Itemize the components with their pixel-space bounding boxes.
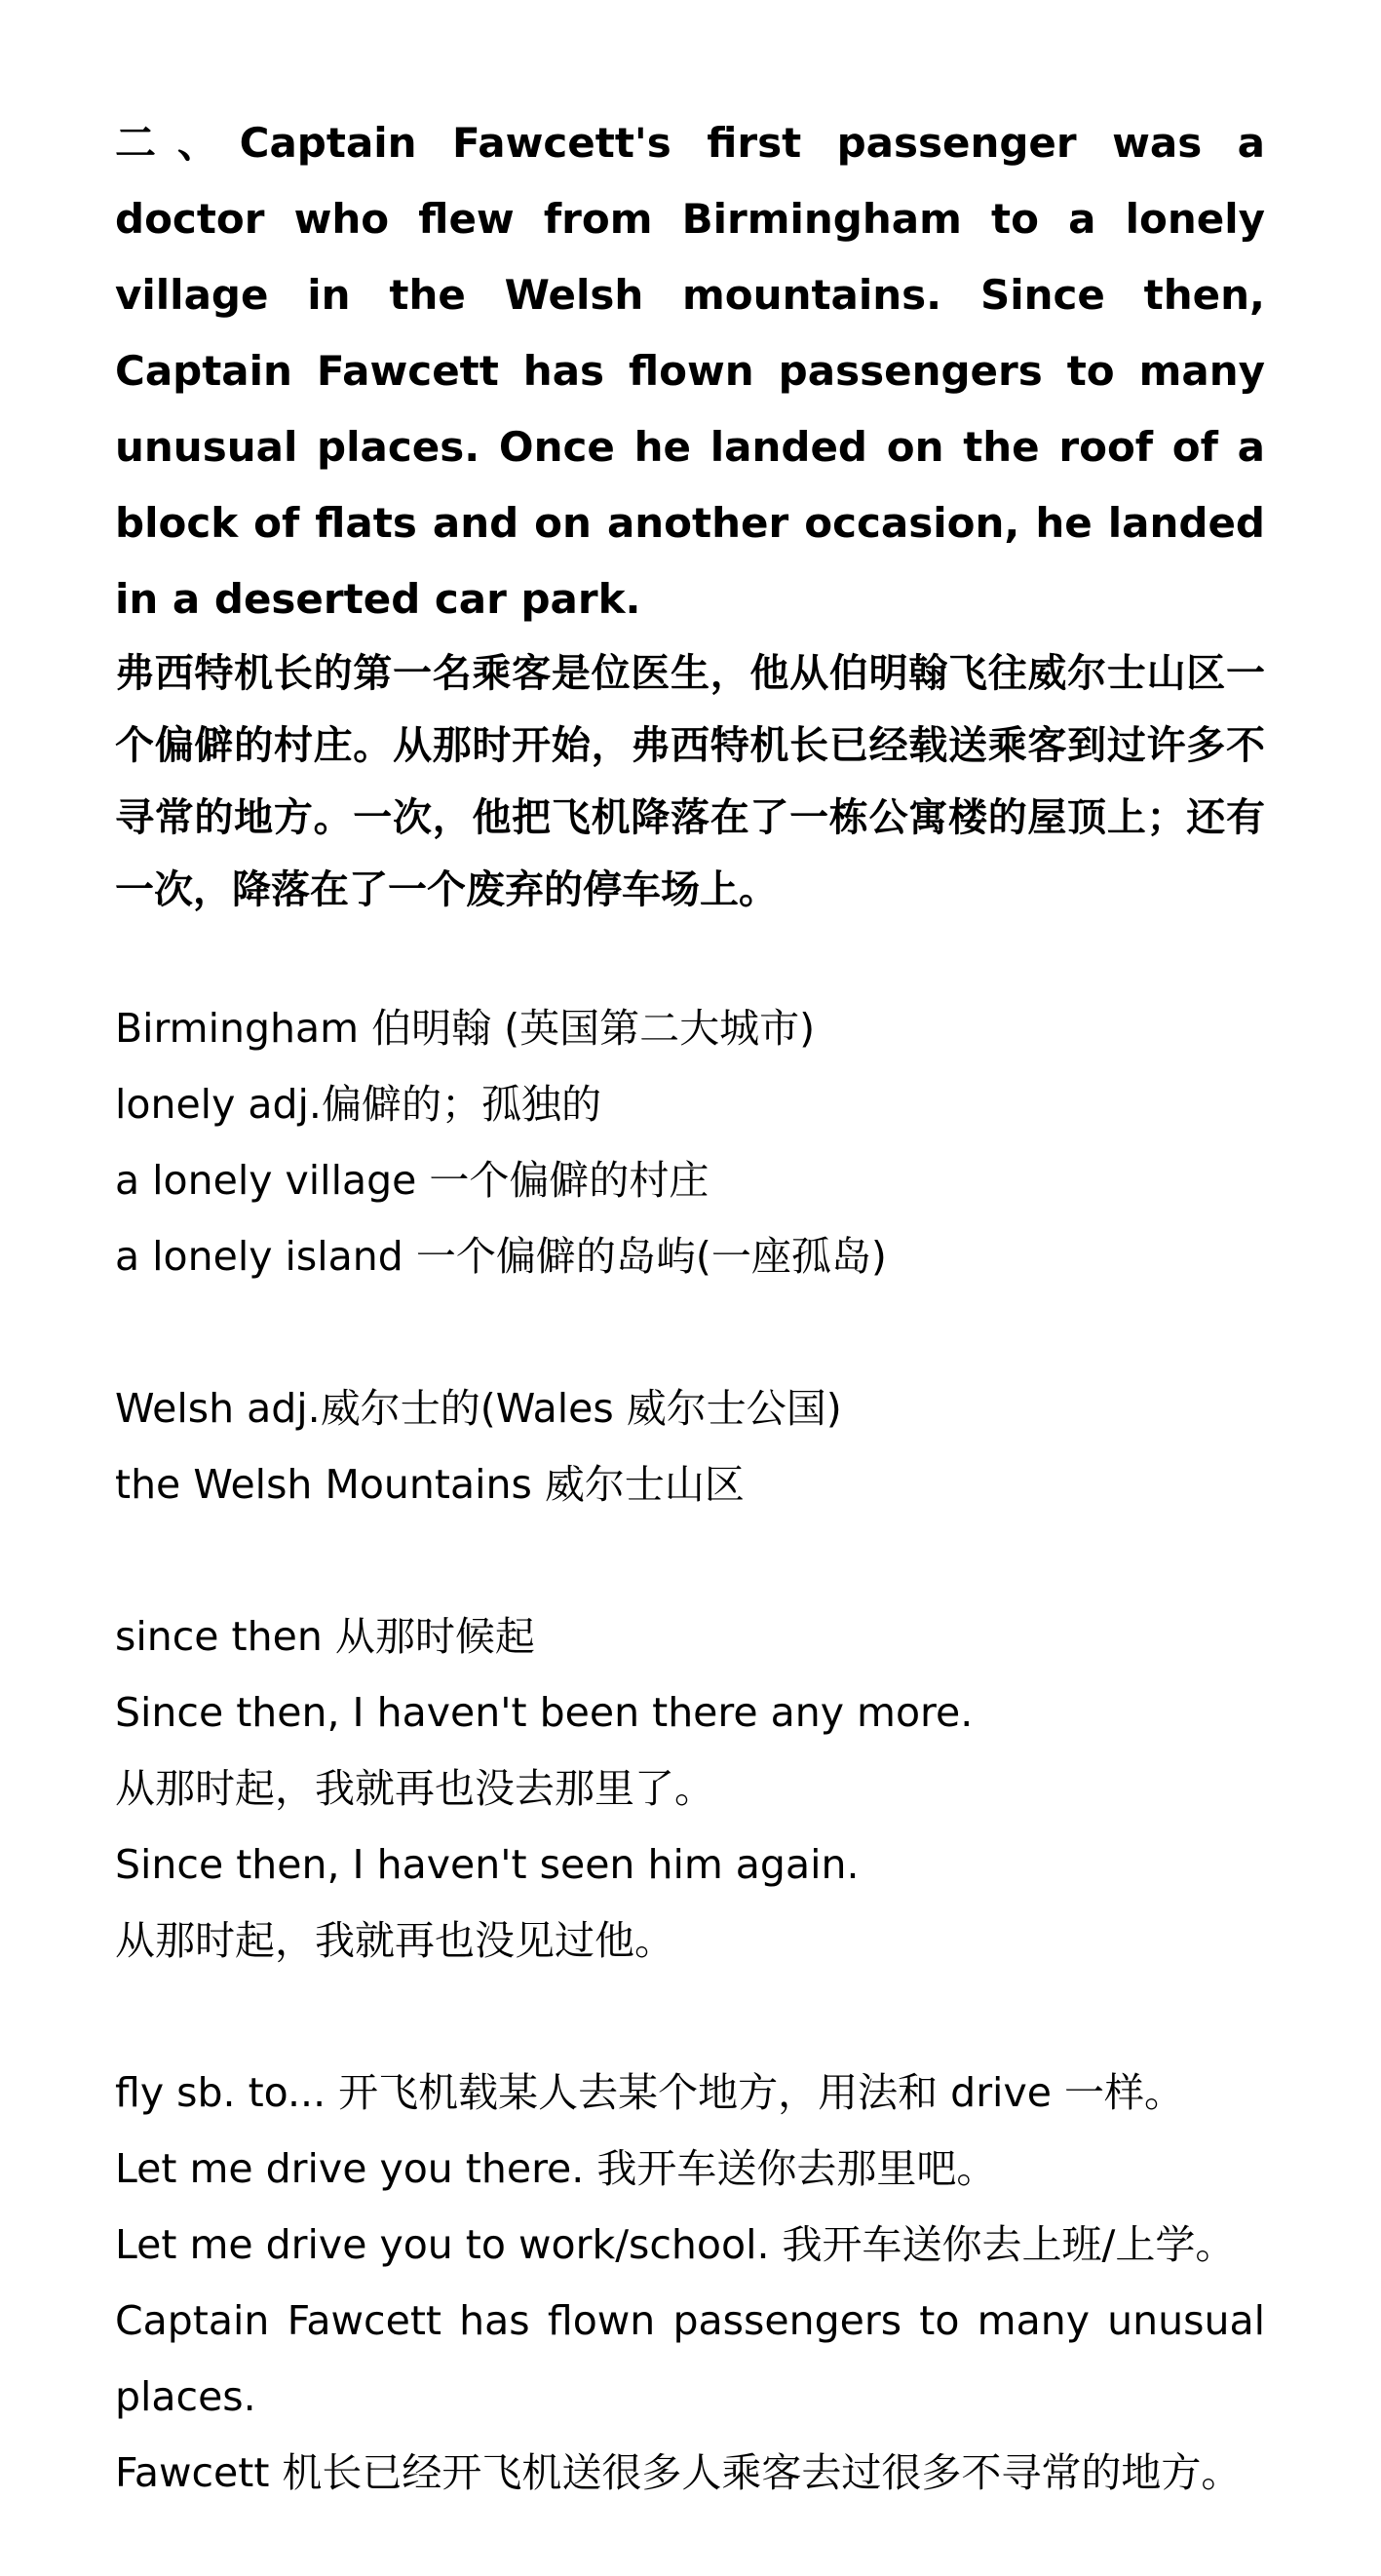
note-line: Let me drive you there. 我开车送你去那里吧。 [115,2145,997,2192]
note-line: Welsh adj.威尔士的(Wales 威尔士公国) [115,1385,842,1432]
note-line: since then 从那时候起 [115,1613,535,1660]
note-line: Since then, I haven't seen him again. [115,1841,860,1888]
note-line: Birmingham 伯明翰 (英国第二大城市) [115,1005,816,1052]
vocabulary-notes [115,990,1265,2511]
note-line: Let me drive you to work/school. 我开车送你去上班/上学。 [115,2221,1236,2268]
note-line: 从那时起，我就再也没见过他。 [115,1917,674,1964]
passage-english: 二、Captain Fawcett's first passenger was a doctor who flew from Birmingham to a lonely village in the Welsh mountains. Since then, Captain Fawcett has flown passengers to many unusual places. Once he landed on the roof of a block of flats and on another occasion, he landed in a deserted car park. [115,119,1265,623]
note-group-fly-sb-to [115,2055,1265,2511]
note-line: Captain Fawcett has flown passengers to many unusual places. [115,2297,1265,2420]
document-page [115,105,1265,2511]
note-line: lonely adj.偏僻的；孤独的 [115,1081,601,1128]
note-line: a lonely village 一个偏僻的村庄 [115,1157,710,1204]
spacer [115,1522,1265,1598]
note-line: fly sb. to... 开飞机载某人去某个地方，用法和 drive 一样。 [115,2069,1184,2116]
note-line: a lonely island 一个偏僻的岛屿(一座孤岛) [115,1233,887,1280]
note-line: Fawcett 机长已经开飞机送很多人乘客去过很多不寻常的地方。 [115,2449,1242,2496]
note-group-birmingham [115,990,1265,1294]
note-line: Since then, I haven't been there any more. [115,1689,974,1736]
note-group-welsh [115,1370,1265,1522]
spacer [115,1294,1265,1370]
spacer [115,1979,1265,2055]
passage-chinese: 弗西特机长的第一名乘客是位医生，他从伯明翰飞往威尔士山区一个偏僻的村庄。从那时开始，弗西特机长已经载送乘客到过许多不寻常的地方。一次，他把飞机降落在了一栋公寓楼的屋顶上；还有一次，降落在了一个废弃的停车场上。 [115,651,1265,912]
note-group-since-then [115,1598,1265,1979]
note-line: 从那时起，我就再也没去那里了。 [115,1765,714,1812]
note-line: the Welsh Mountains 威尔士山区 [115,1461,745,1508]
